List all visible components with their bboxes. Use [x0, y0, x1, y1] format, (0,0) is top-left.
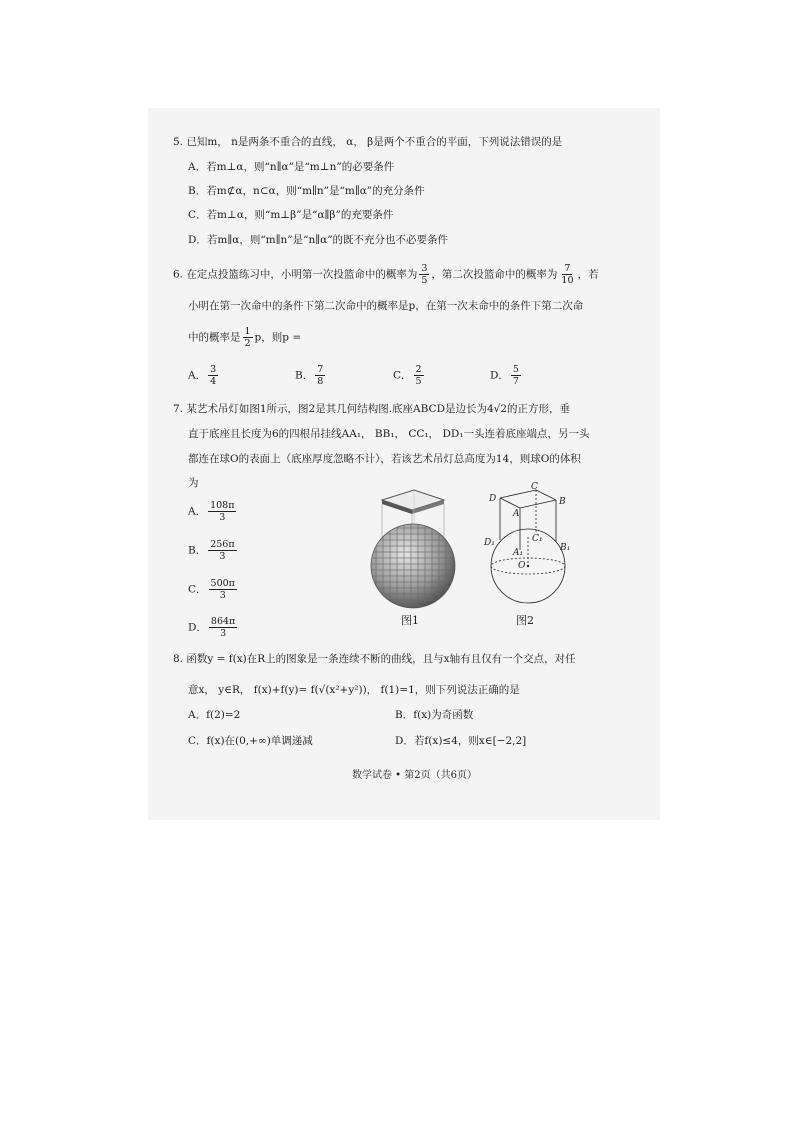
q5-stem: 5. 已知m， n是两条不重合的直线， α， β是两个不重合的平面，下列说法错误的是	[173, 136, 563, 148]
fraction-1-2: $\frac{1}{2}$	[244, 326, 251, 349]
q7-option-b: B． $\frac{256\pi}{3}$	[188, 539, 235, 562]
label-D: D	[489, 494, 497, 504]
q7-option-c: C． $\frac{500\pi}{3}$	[188, 578, 235, 601]
q7-option-d: D． $\frac{864\pi}{3}$	[188, 616, 236, 639]
label-C1: C₁	[532, 534, 543, 544]
figure-2-caption: 图2	[516, 614, 534, 627]
label-C: C	[531, 482, 538, 492]
q8-option-a: A．f(2)=2	[188, 709, 241, 721]
fraction-3-5: $\frac{3}{5}$	[421, 263, 428, 286]
q5-option-d: D．若m∥α，则“m∥n”是“n∥α”的既不充分也不必要条件	[188, 234, 449, 246]
q6-line1: 6. 在定点投篮练习中，小明第一次投篮命中的概率为 $\frac{3}{5}$ ，第二次投篮命中的概率为 $\frac{7}{10}$ ，若	[173, 263, 599, 286]
q7-line4: 为	[188, 477, 199, 489]
q5-option-c: C．若m⊥α，则“m⊥β”是“α∥β”的充要条件	[188, 209, 394, 221]
q8-line2: 意x， y∈R， f(x)+f(y)= f(√(x²+y²))， f(1)=1，则下列说法正确的是	[188, 684, 520, 696]
label-D1: D₁	[484, 538, 495, 548]
label-B1: B₁	[560, 543, 571, 553]
fraction-7-10: $\frac{7}{10}$	[561, 263, 574, 286]
q6-option-b: B． $\frac{7}{8}$	[295, 364, 324, 387]
q6-option-a: A． $\frac{3}{4}$	[188, 364, 217, 387]
q6-line2: 小明在第一次命中的条件下第二次命中的概率是p，在第一次未命中的条件下第二次命	[188, 300, 584, 312]
q8-option-c: C．f(x)在(0,+∞)单调递减	[188, 735, 313, 747]
q6-option-d: D． $\frac{5}{7}$	[490, 364, 519, 387]
q5-option-b: B．若m⊄α，n⊂α，则“m∥n”是“m∥α”的充分条件	[188, 185, 425, 197]
q6-option-c: C． $\frac{2}{5}$	[393, 364, 422, 387]
label-O: O	[518, 561, 526, 571]
q7-line3: 都连在球O的表面上（底座厚度忽略不计），若该艺术吊灯总高度为14，则球O的体积	[188, 453, 581, 465]
q7-option-a: A． $\frac{108\pi}{3}$	[188, 500, 235, 523]
figure-2-geometry	[478, 482, 586, 607]
q8-line1: 8. 函数y = f(x)在R上的图象是一条连续不断的曲线，且与x轴有且仅有一个交点，对任	[173, 653, 576, 665]
q8-option-d: D．若f(x)≤4，则x∈[−2,2]	[395, 735, 527, 747]
page-footer: 数学试卷 • 第2页（共6页）	[352, 770, 477, 781]
q8-option-b: B．f(x)为奇函数	[395, 709, 474, 721]
q7-line1: 7. 某艺术吊灯如图1所示，图2是其几何结构图.底座ABCD是边长为4√2的正方形，垂	[173, 403, 571, 415]
q5-option-a: A．若m⊥α，则“n∥α”是“m⊥n”的必要条件	[188, 161, 395, 173]
label-B: B	[559, 497, 566, 507]
q7-line2: 直于底座且长度为6的四根吊挂线AA₁， BB₁， CC₁， DD₁一头连着底座端点，另一头	[188, 428, 590, 440]
q6-line3: 中的概率是 $\frac{1}{2}$ p，则p =	[188, 326, 302, 349]
figure-1-lamp	[362, 486, 462, 611]
label-A: A	[513, 509, 520, 519]
figure-1-caption: 图1	[401, 614, 419, 627]
label-A1: A₁	[513, 548, 524, 558]
